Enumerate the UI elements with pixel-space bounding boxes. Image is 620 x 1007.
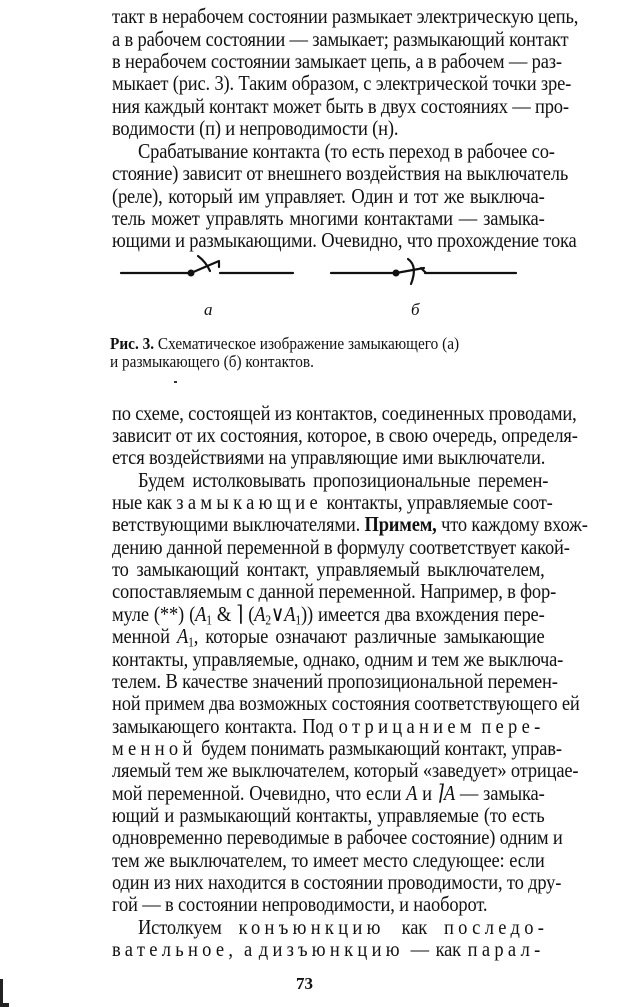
caption-text: Схематическое изображение замыкающего (а) <box>157 334 460 353</box>
text-line: то замыкающий контакт, управляемый выключателем, <box>112 557 545 581</box>
text-line: Срабатывание контакта (то есть переход в рабочее со- <box>138 139 555 163</box>
spaced-term: дизъюнкцию <box>258 937 404 961</box>
text-span: ные как <box>112 490 172 514</box>
text-line: ется воздействиями на управляющие ими выключатели. <box>112 445 546 469</box>
spaced-term: парал- <box>467 937 545 961</box>
figure-number: Рис. 3. <box>110 334 155 353</box>
spaced-term: последо- <box>443 915 549 939</box>
text-span: как <box>401 915 428 939</box>
text-line: водимости (п) и непроводимости (н). <box>112 116 399 140</box>
spaced-term: менной <box>112 736 197 760</box>
text-line: ной примем два возможных состояния соответствующего ей <box>112 691 580 715</box>
text-line: стояние) зависит от внешнего воздействия на выключатель <box>112 161 569 185</box>
text-line <box>112 715 545 737</box>
page-number: 73 <box>296 974 313 993</box>
text-line: тем же выключателем, то имеет место следующее: если <box>112 848 545 872</box>
opening-contact-symbol <box>331 259 516 284</box>
spaced-term: конъюнкцию <box>238 915 385 939</box>
text-line <box>112 736 562 760</box>
variable-A1: $A_1$ <box>177 624 194 650</box>
text-line: зависит от их состояния, которое, в свою очередь, определя- <box>112 423 578 447</box>
text-line <box>138 916 548 938</box>
formula-label: муле (**) <box>112 602 185 626</box>
text-span: — <box>410 937 429 961</box>
text-line: Будем истолковывать пропозициональные перемен- <box>138 468 549 492</box>
text-span: ветствующими выключателями. <box>112 512 361 536</box>
spaced-term: пере- <box>481 714 545 738</box>
text-line: по схеме, состоящей из контактов, соединенных проводами, <box>112 401 577 425</box>
text-span: а <box>244 937 253 961</box>
text-line: ляемый тем же выключателем, который «заведует» отрицае- <box>112 758 579 782</box>
text-line: один из них находится в состоянии проводимости, то дру- <box>112 870 562 894</box>
text-line: такт в нерабочем состоянии размыкает электрическую цепь, <box>112 4 579 28</box>
text-span: имеется два вхождения пере- <box>317 602 545 626</box>
text-span: что каждому вхож- <box>441 512 588 536</box>
formula: ($A_1$ & ⌉ $(A_2\vee A_1)$) <box>189 602 313 628</box>
text-span: контакты, управляемые соот- <box>326 490 553 514</box>
text-line: гой — в состоянии непроводимости, и наоборот. <box>112 892 488 916</box>
variable-not-A: ⌉A <box>436 781 455 805</box>
text-span: — замыка- <box>459 781 545 805</box>
text-line <box>112 490 553 514</box>
text-span: как <box>435 937 461 961</box>
text-span: Истолкуем <box>138 915 222 939</box>
closing-contact-symbol <box>121 256 293 275</box>
text-span: замыкающего контакта. Под <box>112 714 334 738</box>
text-line <box>112 624 545 650</box>
text-line: мыкает (рис. 3). Таким образом, с электрической точки зре- <box>112 71 572 95</box>
text-line: а в рабочем состоянии — замыкает; размыкающий контакт <box>112 27 569 51</box>
spaced-term: отрицанием <box>338 714 476 738</box>
text-span: Примем, <box>364 512 437 536</box>
spaced-term: вательное, <box>112 937 238 961</box>
text-line: (реле), который им управляет. Один и тот же выключа- <box>112 184 545 208</box>
scan-edge-mark <box>0 979 9 1007</box>
text-line: дению данной переменной в формулу соответствует какой- <box>112 535 570 559</box>
text-line: ния каждый контакт может быть в двух состояниях — про- <box>112 94 569 118</box>
text-line: одновременно переводимые в рабочее состояние) одним и <box>112 825 563 849</box>
text-line: в нерабочем состоянии замыкает цепь, а в рабочем — раз- <box>112 49 562 73</box>
text-line: сопоставляемым с данной переменной. Например, в фор- <box>112 579 557 603</box>
figure-caption-line-1 <box>110 335 459 353</box>
figure-label-a: а <box>204 300 213 319</box>
figure-label-b: б <box>411 300 420 319</box>
text-span: , которые означают различные замыкающие <box>193 624 545 648</box>
text-span: будем понимать размыкающий контакт, управ- <box>201 736 562 760</box>
text-line: ющий и размыкающий контакты, управляемые (то есть <box>112 803 545 827</box>
text-line: тель может управлять многими контактами — замыка- <box>112 206 545 230</box>
variable-A: A <box>406 781 418 805</box>
text-span: и <box>422 781 432 805</box>
text-line: ющими и размыкающими. Очевидно, что прохождение тока <box>112 228 577 252</box>
figure-caption-line-2: и размыкающего (б) контактов. <box>110 352 314 371</box>
scan-speck <box>174 381 177 383</box>
text-line: контакты, управляемые, однако, одним и тем же выключа- <box>112 647 564 671</box>
text-line <box>112 782 545 804</box>
text-line <box>112 938 545 960</box>
text-line-with-formula <box>112 602 545 628</box>
text-span: менной <box>112 624 170 648</box>
text-line: телем. В качестве значений пропозициональной перемен- <box>112 669 558 693</box>
spaced-term: замыкающие <box>176 490 323 514</box>
text-span: мой переменной. Очевидно, что если <box>112 781 402 805</box>
text-line <box>112 512 588 536</box>
